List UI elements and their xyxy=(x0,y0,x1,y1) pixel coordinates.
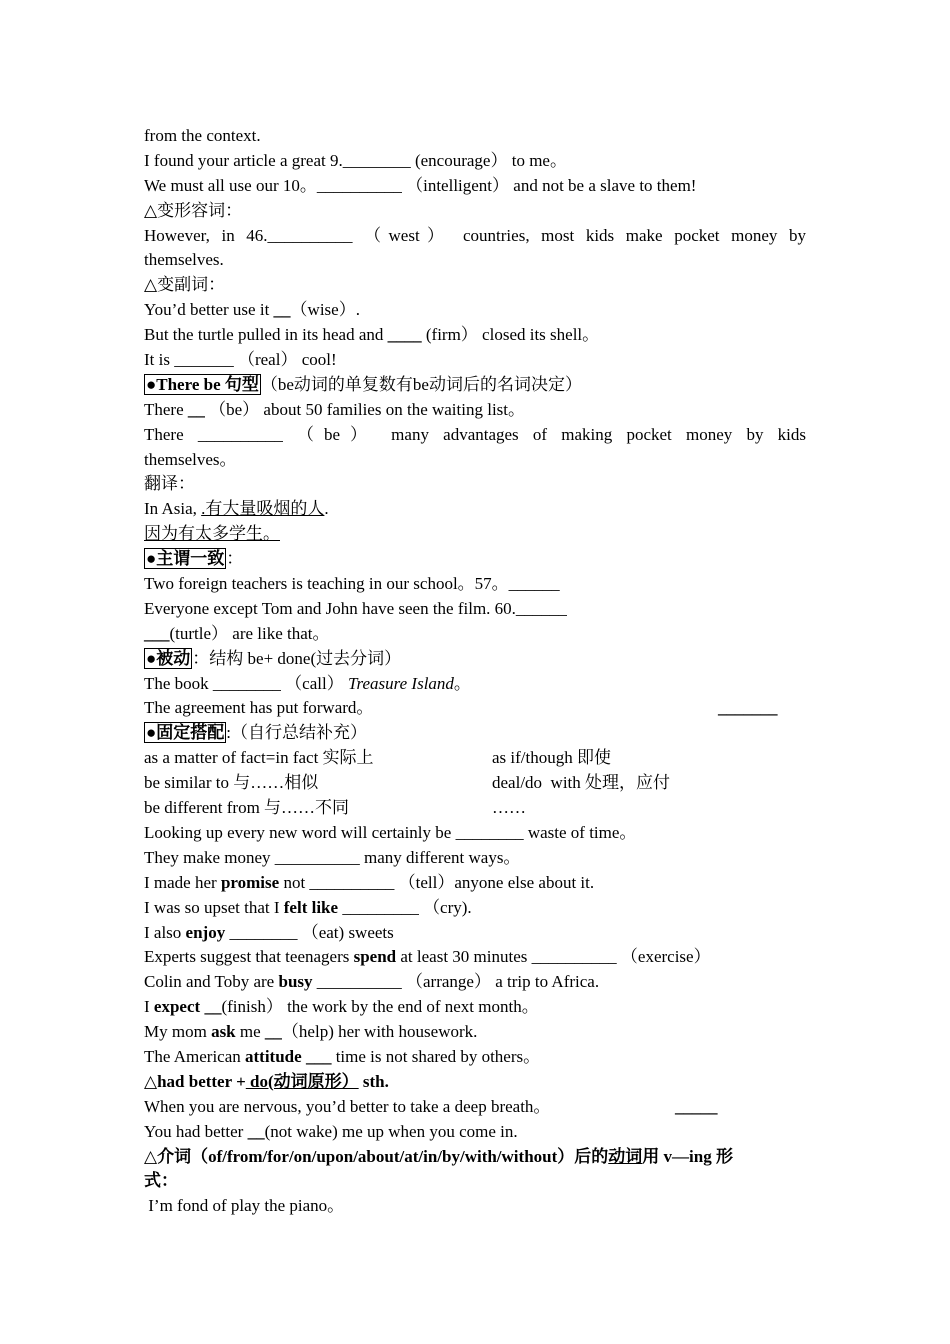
text: 。 xyxy=(453,673,471,693)
text: △介词（of/from/for/on/upon/about/at/in/by/with/without）后的 xyxy=(144,1146,609,1166)
section-heading-passive xyxy=(144,647,806,672)
heading-note: （be动词的单复数有be动词后的名词决定） xyxy=(260,374,582,394)
exercise-line xyxy=(144,323,806,348)
text: I xyxy=(144,997,154,1017)
phrase: …… xyxy=(492,798,526,818)
exercise-line xyxy=(144,298,806,323)
keyword: felt like xyxy=(283,897,339,917)
text: （wise）. xyxy=(290,300,360,320)
exercise-line xyxy=(144,1045,806,1070)
exercise-line xyxy=(144,398,806,423)
exercise-line xyxy=(144,1120,806,1145)
phrase-row xyxy=(144,771,806,796)
blank: ___ xyxy=(305,1046,332,1066)
text: not __________ （tell）anyone else about it. xyxy=(279,872,595,892)
text: （help) her with housework. xyxy=(281,1022,478,1042)
keyword: ask xyxy=(211,1022,236,1042)
section-heading-phrases xyxy=(144,721,806,746)
blank: __ xyxy=(187,399,205,419)
text: My mom xyxy=(144,1022,212,1042)
text: me xyxy=(235,1022,265,1042)
phrase: as if/though 即使 xyxy=(492,748,611,768)
text: (firm） closed its shell。 xyxy=(421,325,600,345)
boxed-heading: ●There be 句型 xyxy=(146,374,259,394)
section-heading-adjective: △变形容词： xyxy=(144,200,243,220)
text: I also xyxy=(144,922,186,942)
text: I was so upset that I xyxy=(144,897,284,917)
keyword: enjoy xyxy=(185,922,226,942)
heading-note: ：结构 be+ done(过去分词） xyxy=(192,648,402,668)
boxed-heading: ●被动 xyxy=(146,648,191,668)
boxed-heading: ●主谓一致 xyxy=(146,549,225,569)
text: △had better + xyxy=(144,1071,246,1091)
text: _________ （cry). xyxy=(338,897,472,917)
section-heading-adverb: △变副词： xyxy=(144,275,226,295)
text: . xyxy=(324,499,329,519)
text: 用 v—ing 形 xyxy=(642,1146,733,1166)
exercise-line xyxy=(144,622,806,647)
exercise-line xyxy=(144,672,806,697)
underlined-text: .有大量吸烟的人 xyxy=(201,499,325,519)
boxed-heading: ●固定搭配 xyxy=(146,723,225,743)
text-line: themselves。 xyxy=(144,449,237,469)
keyword: expect xyxy=(153,997,201,1017)
exercise-line: I found your article a great 9.________ (encourage） to me。 xyxy=(144,150,567,170)
blank: __ xyxy=(204,997,222,1017)
text: (finish） the work by the end of next month。 xyxy=(221,997,539,1017)
text: The agreement has put forward。 xyxy=(144,698,374,718)
keyword: busy xyxy=(278,972,313,992)
exercise-line: Looking up every new word will certainly be ________ waste of time。 xyxy=(144,822,637,842)
text: ： xyxy=(226,549,244,569)
exercise-line: However, in 46.__________ （west） countries, most kids make pocket money by xyxy=(144,225,806,245)
exercise-line xyxy=(144,696,806,721)
exercise-line xyxy=(144,995,806,1020)
document-page xyxy=(144,124,806,1219)
translation-line: 因为有太多学生。 xyxy=(144,524,280,544)
text: Colin and Toby are xyxy=(144,972,279,992)
exercise-line xyxy=(144,896,806,921)
keyword: promise xyxy=(220,872,280,892)
text: sth. xyxy=(358,1071,389,1091)
text: When you are nervous, you’d better to take a deep breath。 xyxy=(144,1096,551,1116)
exercise-line xyxy=(144,945,806,970)
exercise-line: They make money __________ many different ways。 xyxy=(144,847,521,867)
blank: __ xyxy=(264,1022,282,1042)
keyword: spend xyxy=(353,947,397,967)
phrase: deal/do with 处理，应付 xyxy=(492,773,671,793)
phrase-row xyxy=(144,746,806,771)
phrase: be similar to 与……相似 xyxy=(144,773,319,793)
exercise-line xyxy=(144,871,806,896)
text: You had better xyxy=(144,1121,248,1141)
blank: ____ xyxy=(387,325,422,345)
text: The American xyxy=(144,1046,246,1066)
blank: __ xyxy=(273,300,291,320)
exercise-line xyxy=(144,1020,806,1045)
phrase: be different from 与……不同 xyxy=(144,798,350,818)
exercise-line xyxy=(144,921,806,946)
blank: __ xyxy=(247,1121,265,1141)
translation-label: 翻译： xyxy=(144,474,195,494)
text: (not wake) me up when you come in. xyxy=(264,1121,518,1141)
text-line: from the context. xyxy=(144,126,261,145)
exercise-line: I’m fond of play the piano。 xyxy=(144,1196,345,1216)
text-line: 式： xyxy=(144,1171,178,1191)
blank: _____ xyxy=(675,1096,718,1116)
text: at least 30 minutes __________ （exercise） xyxy=(396,947,711,967)
text: （be） about 50 families on the waiting list。 xyxy=(204,399,526,419)
text: You’d better use it xyxy=(144,300,274,320)
text: (turtle） are like that。 xyxy=(169,623,330,643)
section-heading-agreement xyxy=(144,547,806,572)
exercise-line: Two foreign teachers is teaching in our school。57。______ xyxy=(144,574,560,594)
book-title: Treasure Island xyxy=(347,673,454,693)
keyword: attitude xyxy=(245,1046,302,1066)
text: ________ （eat) sweets xyxy=(225,922,394,942)
text: time is not shared by others。 xyxy=(331,1046,541,1066)
text-line: themselves. xyxy=(144,250,224,270)
text: Experts suggest that teenagers xyxy=(144,947,354,967)
text: There xyxy=(144,399,188,419)
exercise-line: There __________ （be） many advantages of making pocket money by kids xyxy=(144,424,806,444)
phrase: as a matter of fact=in fact 实际上 xyxy=(144,748,374,768)
exercise-line xyxy=(144,1095,806,1120)
text: But the turtle pulled in its head and xyxy=(144,325,388,345)
exercise-line xyxy=(144,970,806,995)
blank: ___ xyxy=(144,623,170,643)
section-heading-there-be xyxy=(144,373,806,398)
phrase-row xyxy=(144,796,806,821)
underlined-text: 动词 xyxy=(608,1146,643,1166)
heading-note: :（自行总结补充） xyxy=(226,723,368,743)
blank: _______ xyxy=(718,698,778,718)
exercise-line: We must all use our 10。__________ （intelligent） and not be a slave to them! xyxy=(144,175,697,195)
text: In Asia, xyxy=(144,499,202,519)
text: __________ （arrange） a trip to Africa. xyxy=(312,972,600,992)
underlined-text: do(动词原形） xyxy=(245,1071,359,1091)
text: The book ________ （call） xyxy=(144,673,348,693)
section-heading-had-better xyxy=(144,1070,806,1095)
exercise-line: It is _______ （real） cool! xyxy=(144,350,337,370)
exercise-line: Everyone except Tom and John have seen the film. 60.______ xyxy=(144,598,567,618)
translation-line xyxy=(144,497,806,522)
section-heading-preposition xyxy=(144,1145,806,1170)
text: I made her xyxy=(144,872,221,892)
